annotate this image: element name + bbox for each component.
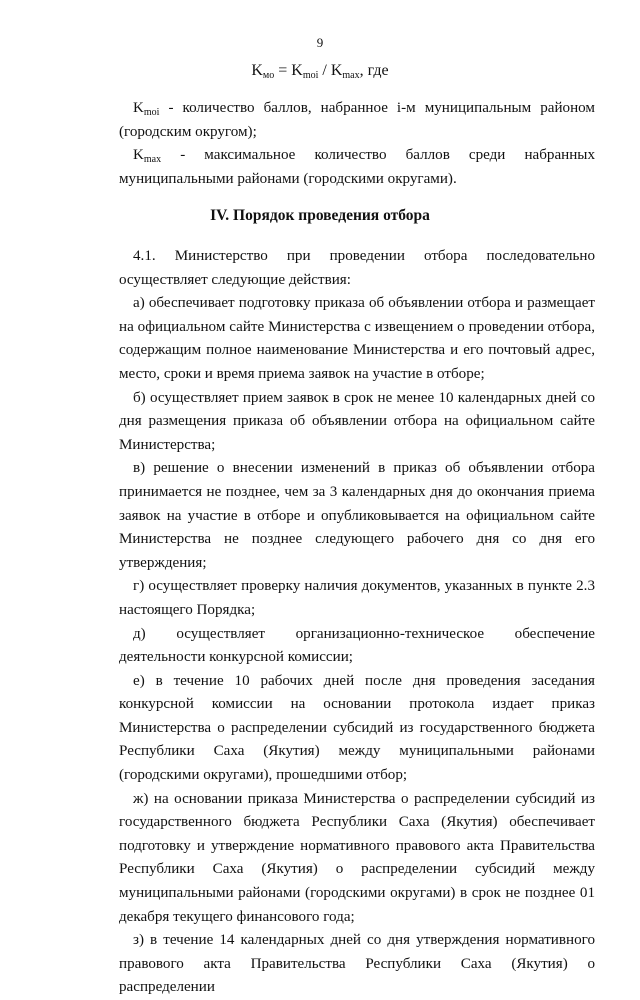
paragraph-b: б) осуществляет прием заявок в срок не менее 10 календарных дней со дня размещения приказа об объявлении отбора на официальном сайте Министерства; bbox=[119, 389, 595, 453]
definition-kmax-line1 bbox=[119, 144, 595, 168]
definitions bbox=[119, 97, 595, 191]
formula-denominator: K bbox=[330, 62, 343, 79]
definition-symbol-sub: max bbox=[143, 154, 162, 166]
definition-text: - количество баллов, набранное i-м муниципальным районом bbox=[168, 100, 595, 116]
formula-tail: , где bbox=[359, 62, 389, 79]
definition-symbol-sub: moi bbox=[143, 107, 160, 118]
paragraph-zh: ж) на основании приказа Министерства о распределении субсидий из государственного бюджета Республики Саха (Якутия) обеспечивает подготовку и утверждение нормативного правового акта Правительства Республики Саха (Якутия) о распределении субсидий между муниципальными районами (городскими округами) в срок не позднее 01 декабря текущего финансового года; bbox=[119, 790, 595, 925]
paragraph-v: в) решение о внесении изменений в приказ об объявлении отбора принимается не позднее, чем за 3 календарных дня до окончания приема заявок на участие в отборе и опубликовывается на официальном сайте Министерства не позднее следующего рабочего дня со дня его утверждения; bbox=[119, 460, 595, 571]
definition-kmoi-line2: (городским округом); bbox=[119, 123, 257, 140]
definition-symbol: K bbox=[133, 147, 144, 164]
formula-numerator-sub: moi bbox=[302, 70, 319, 81]
section-heading: IV. Порядок проведения отбора bbox=[210, 207, 430, 224]
paragraph-d: д) осуществляет организационно-техническое обеспечение деятельности конкурсной комиссии; bbox=[119, 625, 595, 666]
formula-lhs: K bbox=[251, 62, 263, 79]
paragraph-g: г) осуществляет проверку наличия документов, указанных в пункте 2.3 настоящего Порядка; bbox=[119, 578, 595, 618]
formula-numerator: K bbox=[291, 62, 303, 79]
definition-kmax-line2: муниципальными районами (городскими округами). bbox=[119, 170, 457, 187]
formula-equals: = bbox=[274, 62, 292, 79]
paragraph-e: е) в течение 10 рабочих дней после дня проведения заседания конкурсной комиссии на основании протокола издает приказ Министерства о распределении субсидий из государственного бюджета Республики Саха (Якутия) между муниципальными районами (городскими округами), прошедшими отбор; bbox=[119, 672, 595, 784]
definition-text: - максимальное количество баллов среди набранных bbox=[180, 147, 595, 164]
paragraph-z: з) в течение 14 календарных дней со дня утверждения нормативного правового акта Правительства Республики Саха (Якутия) о распределении bbox=[119, 932, 595, 996]
section-body bbox=[119, 245, 595, 1000]
paragraph-a: а) обеспечивает подготовку приказа об объявлении отбора и размещает на официальном сайте Министерства с извещением о проведении отбора, содержащим полное наименование Министерства и его почтовый адрес, место, сроки и время приема заявок на участие в отборе; bbox=[119, 295, 595, 382]
paragraph-4-1: 4.1. Министерство при проведении отбора последовательно осуществляет следующие действия: bbox=[119, 248, 595, 288]
page-number: 9 bbox=[316, 35, 324, 50]
definition-kmoi-line1 bbox=[119, 97, 595, 121]
formula-divide: / bbox=[318, 62, 331, 79]
formula bbox=[0, 62, 640, 80]
formula-denominator-sub: max bbox=[342, 70, 360, 81]
definition-symbol: K bbox=[133, 100, 144, 116]
formula-lhs-sub: мо bbox=[262, 70, 275, 81]
